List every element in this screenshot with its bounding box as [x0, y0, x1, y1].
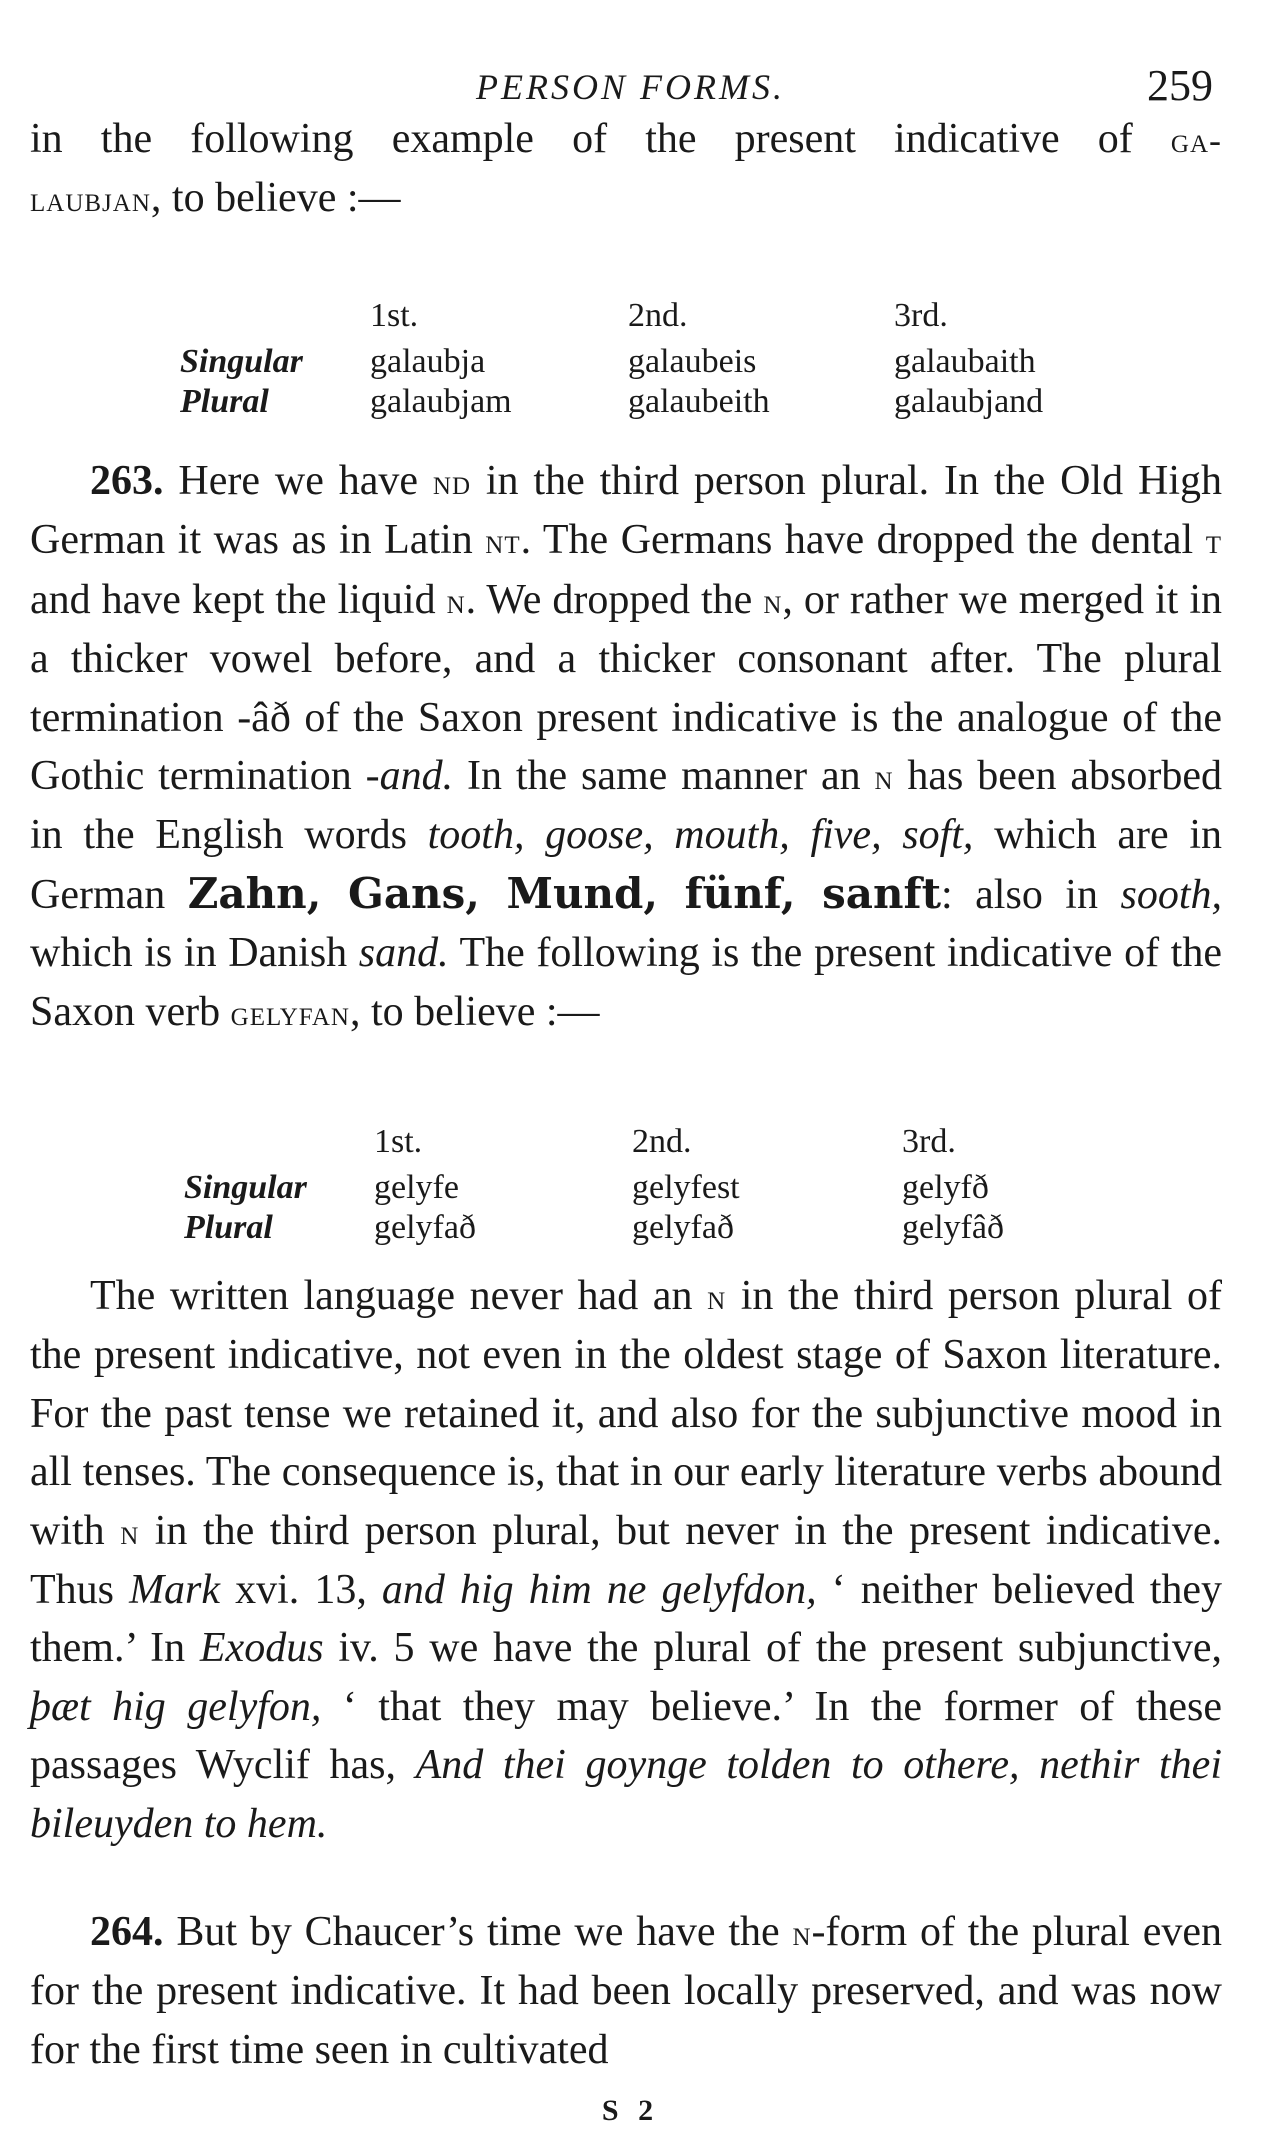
german-words: Zahn, Gans, Mund, fünf, sanft — [187, 868, 941, 918]
text-run: , to believe :— — [349, 988, 600, 1035]
text-run: But by Chaucer’s time we have the — [163, 1909, 793, 1955]
table1-row-label: Singular — [180, 343, 303, 380]
table-cell: galaubaith — [894, 343, 1036, 380]
text-run: in the third person plural. In the Old High German it was as in Latin — [30, 458, 1222, 564]
table-cell: gelyfð — [902, 1169, 989, 1206]
text-run: xvi. 13, — [220, 1567, 382, 1614]
text-run: iv. 5 we have the plural of the present subjunctive, — [323, 1625, 1222, 1672]
table-cell: gelyfe — [374, 1169, 459, 1206]
table-cell: galaubjam — [370, 383, 512, 420]
text-run: which are in German — [30, 812, 1222, 918]
paragraph-written-language — [30, 1267, 1222, 1853]
table1-header-1: 1st. — [370, 297, 419, 334]
gothic-conjugation-table — [180, 296, 1043, 422]
italic-run: and hig him ne gelyfdon, — [381, 1567, 817, 1614]
saxon-conjugation-table — [184, 1122, 1004, 1248]
small-caps-run: n — [446, 580, 466, 621]
table2-header-2: 2nd. — [632, 1123, 692, 1160]
italic-run: -and. — [365, 753, 454, 800]
paragraph-number: 264. — [90, 1909, 164, 1955]
small-caps-run: gelyfan — [230, 992, 350, 1033]
table-row — [180, 382, 1043, 422]
running-head: PERSON FORMS. — [476, 67, 785, 107]
table-cell: galaubeis — [628, 343, 757, 380]
table1-header-3: 3rd. — [894, 297, 948, 334]
intro-word-laubjan: laubjan — [30, 179, 151, 220]
text-run: Here we have — [163, 458, 433, 504]
italic-run: Exodus — [199, 1625, 324, 1672]
table2-row-label: Singular — [184, 1169, 307, 1206]
text-run: has been absorbed in the English words — [30, 753, 1222, 859]
text-run: The following is the present indicative of the Saxon verb — [30, 930, 1222, 1035]
small-caps-run: n — [763, 580, 783, 621]
text-run: : also in — [941, 871, 1121, 918]
paragraph-number: 263. — [90, 458, 164, 504]
table-cell: gelyfað — [632, 1209, 734, 1246]
table-cell: gelyfâð — [902, 1209, 1004, 1246]
small-caps-run: n — [792, 1913, 812, 1953]
text-run: ‘ that they may believe.’ In the former of these passages Wyclif has, — [30, 1683, 1222, 1789]
intro-text: in the following example of the present indicative of — [30, 116, 1133, 162]
table-row — [184, 1168, 1004, 1208]
italic-run: sooth, — [1120, 871, 1222, 918]
text-run: In the same manner an — [453, 753, 875, 800]
intro-word-ga: ga- — [1170, 120, 1223, 160]
text-run: , or rather we merged it in a thicker vowel before, and a thicker consonant after. The plural termination -âð of the Saxon present indicative is the analogue of the Gothic termination — [30, 576, 1222, 800]
text-run: -form of the plural even for the present indicative. It had been locally preserved, and was now for the first time seen in cultivated — [30, 1909, 1222, 2073]
small-caps-run: nt — [485, 521, 521, 562]
small-caps-run: n — [707, 1277, 727, 1317]
text-run: in the third person plural of the present indicative, not even in the oldest stage of Saxon literature. For the past tense we retained it, and also for the subjunctive mood in all tenses. The consequence is, that in our early literature verbs abound with — [30, 1273, 1222, 1554]
table2-row-label: Plural — [184, 1209, 273, 1246]
table2-header-1: 1st. — [374, 1123, 423, 1160]
table-row — [184, 1208, 1004, 1248]
table-cell: galaubja — [370, 343, 486, 380]
text-run: . We dropped the — [465, 576, 764, 623]
italic-run: sand. — [358, 930, 449, 977]
italic-run: tooth, goose, mouth, five, soft, — [427, 812, 974, 859]
table1-header-2: 2nd. — [628, 297, 688, 334]
text-run: and have kept the liquid — [30, 576, 447, 623]
table-cell: galaubjand — [894, 383, 1044, 420]
italic-run: þæt hig gelyfon, — [30, 1683, 322, 1730]
paragraph-263 — [30, 452, 1222, 1042]
text-run: which is in Danish — [30, 930, 359, 977]
italic-run: And thei goynge tolden to othere, nethir thei bileuyden to hem. — [30, 1742, 1222, 1847]
table1-row-label: Plural — [180, 383, 269, 420]
text-run: The written language never had an — [90, 1273, 708, 1319]
small-caps-run: nd — [432, 462, 471, 502]
signature-mark: S 2 — [601, 2094, 660, 2127]
small-caps-run: n — [120, 1511, 140, 1552]
table2-header-3: 3rd. — [902, 1123, 956, 1160]
text-run: in the third person plural, but never in the present indicative. Thus — [30, 1507, 1222, 1614]
table-row — [180, 342, 1043, 382]
italic-run: Mark — [129, 1567, 221, 1614]
text-run: . The Germans have dropped the dental — [520, 517, 1206, 564]
intro-paragraph — [30, 110, 1222, 229]
table-cell: gelyfest — [632, 1169, 740, 1206]
table-cell: gelyfað — [374, 1209, 476, 1246]
small-caps-run: t — [1205, 521, 1222, 562]
page-number: 259 — [1147, 61, 1213, 110]
paragraph-264 — [30, 1903, 1222, 2079]
table-cell: galaubeith — [628, 383, 770, 420]
small-caps-run: n — [874, 757, 894, 798]
intro-rest: , to believe :— — [150, 175, 401, 222]
text-run: ‘ neither believed they them.’ In — [30, 1567, 1223, 1672]
